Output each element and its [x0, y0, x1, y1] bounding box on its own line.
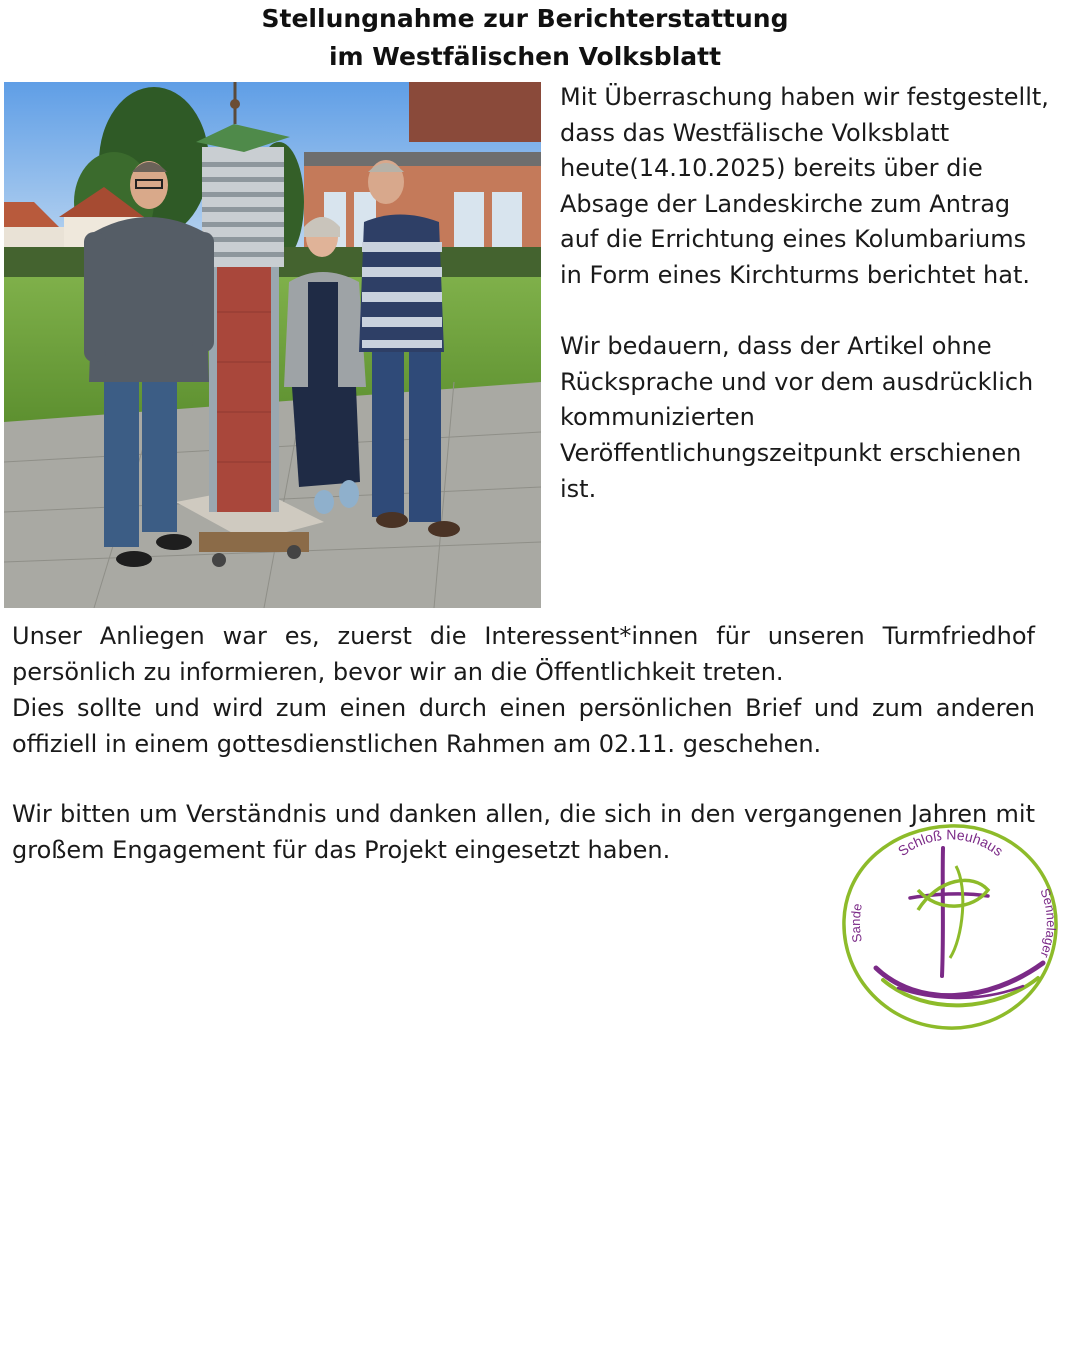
- logo-top-text: Schloß Neuhaus: [894, 826, 1007, 860]
- side-text-block: [560, 80, 1050, 507]
- parish-logo: [838, 818, 1063, 1033]
- page-title: [0, 0, 1050, 76]
- side-paragraph-2: Wir bedauern, dass der Artikel ohne Rücksprache und vor dem ausdrücklich kommunizierten Veröffentlichungszeitpunkt erschienen ist.: [560, 332, 1034, 503]
- body-paragraph-1: Unser Anliegen war es, zuerst die Interessent*innen für unseren Turmfriedhof persönlich zu informieren, bevor wir an die Öffentlichkeit treten.: [12, 622, 1035, 686]
- title-line-1: Stellungnahme zur Berichterstattung: [261, 4, 789, 33]
- group-photo: [4, 82, 541, 608]
- body-paragraph-2: Dies sollte und wird zum einen durch einen persönlichen Brief und zum anderen offiziell in einem gottesdienstlichen Rahmen am 02.11. geschehen.: [12, 694, 1035, 758]
- side-paragraph-1: Mit Überraschung haben wir festgestellt, dass das Westfälische Volksblatt heute(14.10.2025) bereits über die Absage der Landeskirche zum Antrag auf die Errichtung eines Kolumbariums in Form eines Kirchturms berichtet hat.: [560, 83, 1049, 289]
- title-line-2: im Westfälischen Volksblatt: [328, 42, 722, 71]
- logo-right-text: Sennelager: [1037, 886, 1059, 960]
- body-paragraph-3: Wir bitten um Verständnis und danken allen, die sich in den vergangenen Jahren mit großem Engagement für das Projekt eingesetzt haben.: [12, 800, 1035, 864]
- logo-left-text: Sande: [847, 902, 866, 944]
